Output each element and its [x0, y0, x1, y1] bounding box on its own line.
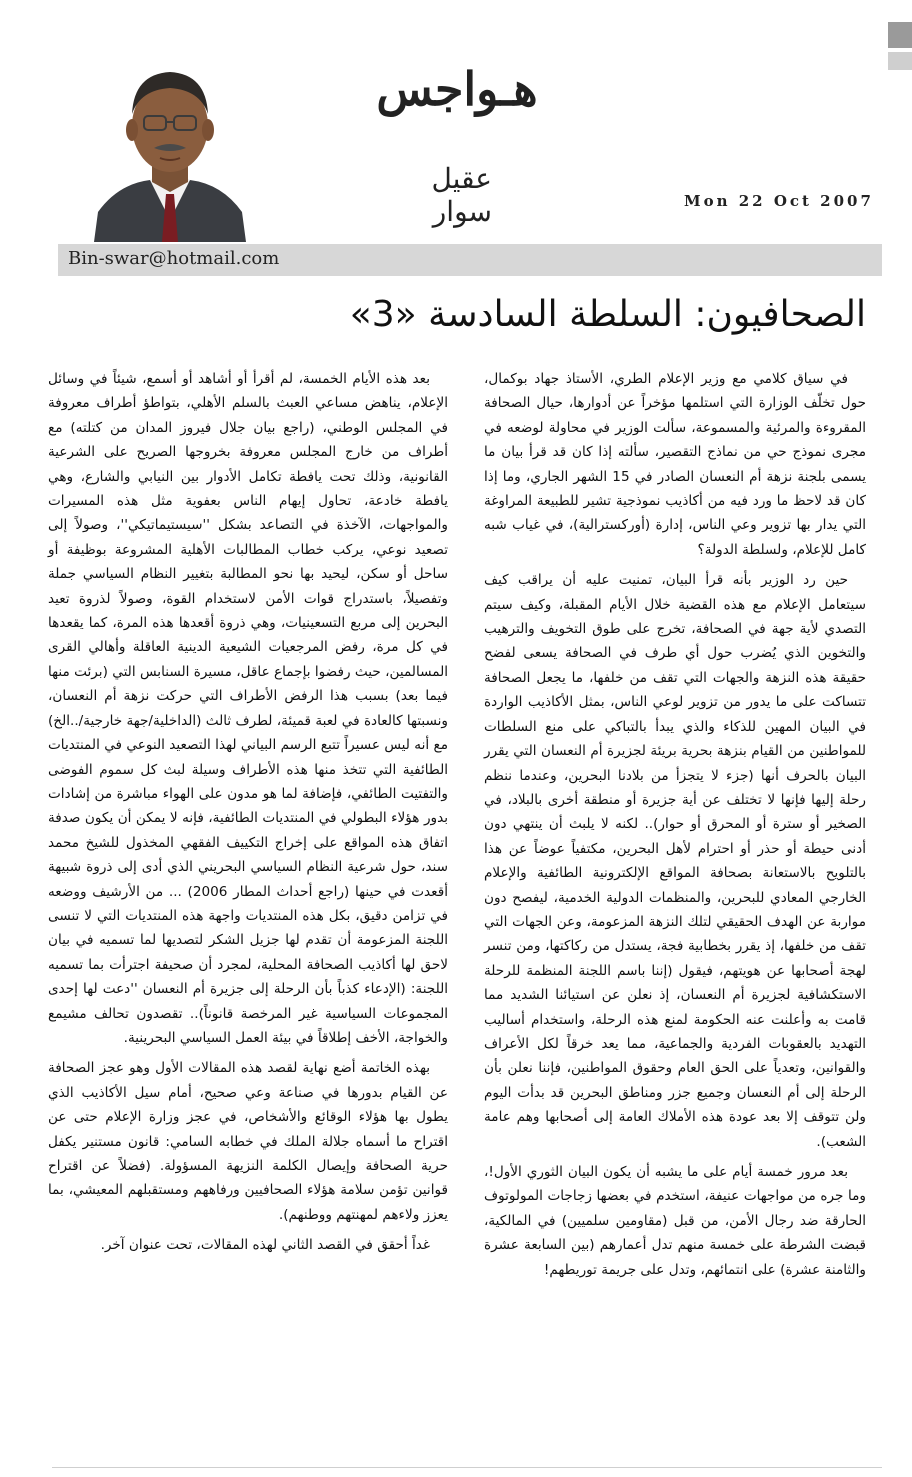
paragraph: حين رد الوزير بأنه قرأ البيان، تمنيت عليه أن يراقب كيف سيتعامل الإعلام مع هذه القضية خلال الأيام المقبلة، وكيف سيتم التصدي لأية جهة في الصحافة، تخرج على طوق التخويف والترهيب والتخوين الذي يُضرب حول أي طرف في الصحافة يسعى لفضح حقيقة هذه النزهة والجهات التي تقف من خلفها، ما يجعل الصحافة تتساكت على ما يدور من تزوير لوعي الناس، بمثل الأكاذيب الواردة في البيان المهين للذكاء والذي يبدأ بالتباكي على منع السلطات للمواطنين من القيام بنزهة بحرية بريئة لجزيرة أم النعسان التي يقرر البيان بالحرف أنها (جزء لا يتجزأ من بلادنا البحرين، وعندما ننظم رحلة إليها فإنها لا تختلف عن أية جزيرة أو منطقة أخرى بالبلاد، في الصخير أو سترة أو المحرق أو حوار).. لكنه لا يلبث أن ينتهي دون أدنى حيطة أو حذر أو احترام لأهل البحرين، مكتفياً عوضاً عن هذا بالتلويح بالاستعانة بصحافة المواقع الإلكترونية الطائفية والإعلام الخارجي المعادي للبحرين، والمنظمات الدولية الخدمية، ليفصح دون مواربة عن الهدف الحقيقي لتلك النزهة المزعومة، وعن الجهات التي تقف من خلفها، إذ يقرر بخطابية فجة، يستدل من ركاكتها، ومن تنسر لهجة أصحابها عن هويتهم، فيقول (إننا باسم اللجنة المنظمة للرحلة الاستكشافية لجزيرة أم النعسان، إذ نعلن عن استيائنا الشديد مما قامت به وأعلنت عنه الحكومة لمنع هذه الرحلة، واستخدام أساليب التهديد بالعقوبات الفردية والجماعية، مما يعد خرقاً لكل الأعراف والقوانين، وتعدياً على الحق العام وحقوق المواطنين، فإننا نعلن بأن الرحلة إلى أم النعسان وجميع جزر ومناطق البحرين قد بدأت اليوم ولن تتوقف إلا بعد عودة هذه الأملاك العامة إلى أصحابها وهم عامة الشعب). [484, 572, 866, 1150]
author-name: عقيل سوار [431, 162, 492, 228]
paragraph: بعد مرور خمسة أيام على ما يشبه أن يكون البيان الثوري الأول!، وما جره من مواجهات عنيفة، استخدم في بعضها زجاجات المولوتوف الحارقة ضد رجال الأمن، من قبل (مقاومين سلميين) في المالكية، قبضت الشرطة على خمسة منهم تدل أعمارهم (بين السابعة عشرة والثامنة عشرة) على انتمائهم، وتدل على جريمة توريطهم! [484, 1164, 866, 1278]
author-email: Bin-swar@hotmail.com [68, 248, 280, 269]
author-photo [88, 44, 252, 242]
bottom-rule [52, 1467, 882, 1468]
article-column-right [484, 367, 866, 1288]
author-portrait [88, 44, 252, 242]
paragraph: بهذه الخاتمة أضع نهاية لقصد هذه المقالات الأول وهو عجز الصحافة عن القيام بدورها في صناعة وعي صحيح، أمام سيل الأكاذيب الذي يطول بها هؤلاء الوقائع والأشخاص، في عجز وزارة الإعلام حتى عن اقتراح ما أسماه جلالة الملك في خطابه السامي: قانون مستنير يكفل حرية الصحافة وإيصال الكلمة النزيهة المسؤولة. (فضلاً عن اقتراح قوانين تؤمن سلامة هؤلاء الصحافيين ورفاههم ومستقبلهم المعيشي، بما يعزز ولاءهم لمهنتهم ووطنهم). [48, 1060, 448, 1223]
paragraph: في سياق كلامي مع وزير الإعلام الطري، الأستاذ جهاد بوكمال، حول تخلّف الوزارة التي استلمها مؤخراً عن أدوارها، حيال الصحافة المقروءة والمرئية والمسموعة، سألت الوزير في محاولة لوضعه في مجرى نموذج حي من نماذج التقصير، سألته إذا كان قد قرأ بيان ما يسمى بلجنة نزهة أم النعسان الصادر في 15 الشهر الجاري، وما إذا كان قد لاحظ ما ورد فيه من أكاذيب نموذجية تشير للطبيعة المراوغة التي يدار بها تزوير وعي الناس، إدارة (أوركسترالية)، في غياب شبه كامل للإعلام، ولسلطة الدولة؟ [484, 371, 867, 558]
corner-bar-light [888, 52, 912, 70]
article-headline: الصحافيون: السلطة السادسة «3» [349, 294, 866, 335]
email-bar [58, 244, 882, 276]
corner-bar-dark [888, 22, 912, 48]
paragraph: بعد هذه الأيام الخمسة، لم أقرأ أو أشاهد أو أسمع، شيئاً في وسائل الإعلام، يناهض مساعي العبث بالسلم الأهلي، بتواطؤ أطراف معروفة في المجلس الوطني، (راجع بيان جلال فيروز المدان من كتلته) مع أطراف من خارج المجلس معروفة بخروجها الصريح على الشرعية القانونية، وذلك تحت يافطة تكامل الأدوار بين النيابي والشارع، وهي يافطة خادعة، تحاول إيهام الناس بعفوية مثل هذه المسيرات والمواجهات، الآخذة في التصاعد بشكل ''سيستيماتيكي''، وصولاً إلى تصعيد نوعي، يركب خطاب المطالبات الأهلية المشروعة بوظيفة أو ساحل أو سكن، ليحيد بها نحو المطالبة بتغيير النظام السياسي جملة وتفصيلاً، باستدراج قوات الأمن لاستخدام القوة، وصولاً لذروة تعيد البحرين إلى مربع التسعينيات، وهي ذروة أقعدها هذه المرة، كما يقعدها في كل مرة، رفض المرجعيات الشيعية الدينية العاقلة وأهالي القرى المسالمين، حيث رفضوا بإجماع عاقل، مسيرة السنابس التي (برئت منها فيما بعد) بسبب هذا الرفض الأطراف التي حركت نزهة أم النعسان، ونسبتها كالعادة في لعبة قميئة، لطرف ثالث (الداخلية/جهة خارجية/..الخ) مع أنه ليس عسيراً تتبع الرسم البياني لهذا التصعيد النوعي في المنتديات الطائفية التي تتخذ منها هذه الأطراف وسيلة لبث كل سموم الفوضى والتفتيت الطائفي، فإضافة لما هو مدون على الهواء مباشرة من إشادات بدور هؤلاء البطولي في المنتديات الطائفية، فإنه لا يمكن أن يكون صدفة اتفاق هذه المواقع على إخراج التكييف الفقهي المخذول للشيخ محمد سند، حول شرعية النظام السياسي البحريني الذي أدى إلى ذروة شبيهة أقعدت في حينها (راجع أحداث المطار 2006) ... من الأرشيف ووضعه في تزامن دقيق، بكل هذه المنتديات واجهة هذه المنتديات التي لا تنسى اللجنة المزعومة أن تقدم لها جزيل الشكر لتصديها لما تسميه في بيان لاحق لها أكاذيب الصحافة المحلية، لمجرد أن صحيفة اجترأت بما تسميه اللجنة: (الإدعاء كذباً بأن الرحلة إلى جزيرة أم النعسان ''دعت لها إحدى المجموعات السياسية غير المرخصة قانوناً).. تقصدون تحالف مشيمع والخواجة، الأخف إطلاقاً في بيئة العمل السياسي البحرينية. [48, 371, 449, 1046]
column-title: هـواجس [376, 62, 538, 116]
publish-date: Mon 22 Oct 2007 [684, 192, 874, 210]
paragraph: غداً أحقق في القصد الثاني لهذه المقالات، تحت عنوان آخر. [100, 1237, 430, 1254]
article-column-left [48, 367, 448, 1264]
